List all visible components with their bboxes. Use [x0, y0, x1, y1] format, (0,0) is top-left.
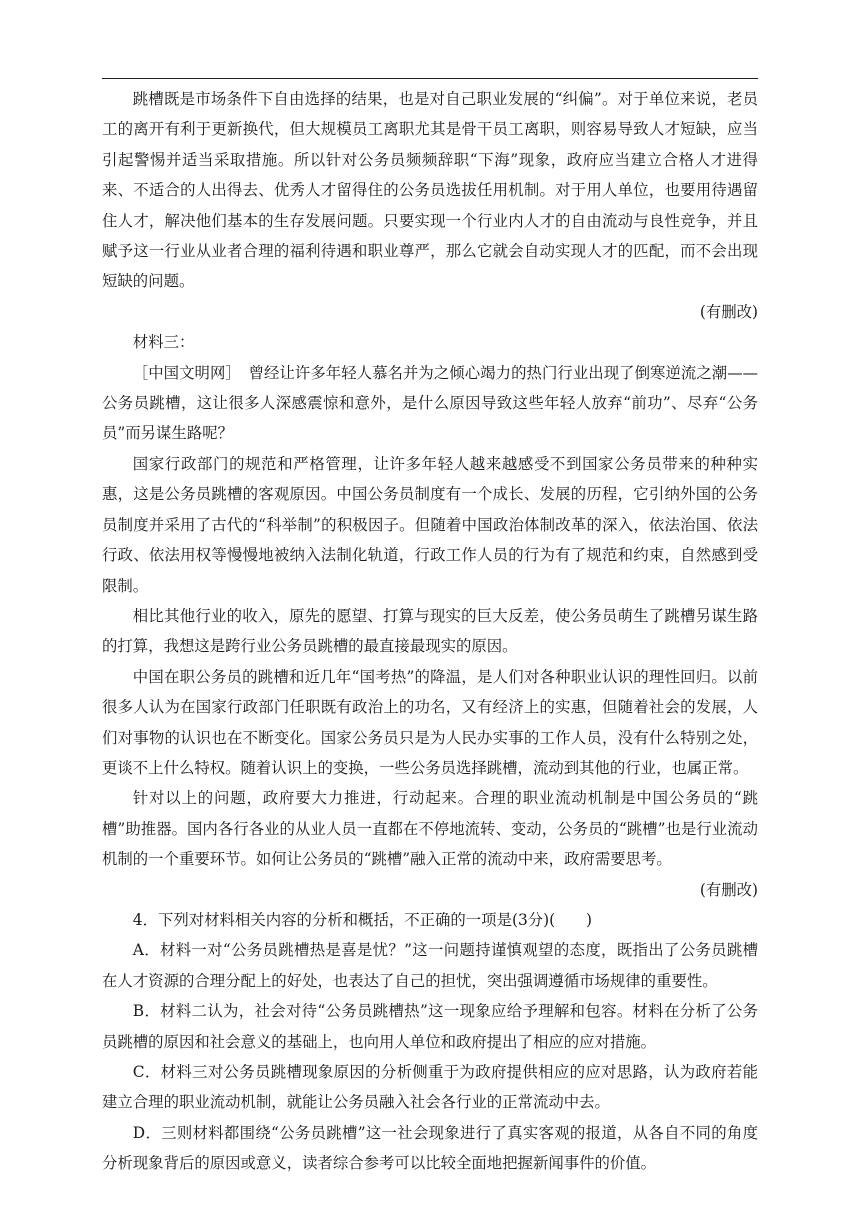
option-a: A．材料一对“公务员跳槽热是喜是忧？”这一问题持谨慎观望的态度，既指出了公务员跳槽在人才资源的合理分配上的好处，也表达了自己的担忧，突出强调遵循市场规律的重要性。	[102, 941, 758, 990]
header-rule	[102, 78, 758, 79]
paragraph-material3-reason3: 中国在职公务员的跳槽和近几年“国考热”的降温，是人们对各种职业认识的理性回归。以前很多人认为在国家行政部门任职既有政治上的功名，又有经济上的实惠，但随着社会的发展，人们对事物的认识也在不断变化。国家公务员只是为人民办实事的工作人员，没有什么特别之处，更谈不上什么特权。随着认识上的变换，一些公务员选择跳槽，流动到其他的行业，也属正常。	[102, 667, 758, 777]
paragraph-material3-reason2: 相比其他行业的收入，原先的愿望、打算与现实的巨大反差，使公务员萌生了跳槽另谋生路的打算，我想这是跨行业公务员跳槽的最直接最现实的原因。	[102, 606, 758, 656]
edit-note: (有删改)	[699, 302, 758, 321]
material-three-heading: 材料三：	[132, 333, 195, 352]
option-c: C．材料三对公务员跳槽现象原因的分析侧重于为政府提供相应的应对思路，认为政府若能建立合理的职业流动机制，就能让公务员融入社会各行业的正常流动中去。	[102, 1063, 758, 1112]
paragraph-material2-end: 跳槽既是市场条件下自由选择的结果，也是对自己职业发展的“纠偏”。对于单位来说，老员工的离开有利于更新换代，但大规模员工离职尤其是骨干员工离职，则容易导致人才短缺，应当引起警惕并适当采取措施。所以针对公务员频频辞职“下海”现象，政府应当建立合格人才进得来、不适合的人出得去、优秀人才留得住的公务员选拔任用机制。对于用人单位，也要用待遇留住人才，解决他们基本的生存发展问题。只要实现一个行业内人才的自由流动与良性竞争，并且赋予这一行业从业者合理的福利待遇和职业尊严，那么它就会自动实现人才的匹配，而不会出现短缺的问题。	[102, 90, 758, 291]
paragraph-material3-intro: ［中国文明网］ 曾经让许多年轻人慕名并为之倾心竭力的热门行业出现了倒寒逆流之潮——公务员跳槽，这让很多人深感震惊和意外，是什么原因导致这些年轻人放弃“前功”、尽弃“公务员”而另谋生路呢？	[102, 363, 758, 443]
document-body	[102, 84, 758, 1179]
question-stem: 4．下列对材料相关内容的分析和概括，不正确的一项是(3分)( )	[132, 910, 592, 929]
paragraph-material3-reason1: 国家行政部门的规范和严格管理，让许多年轻人越来越感受不到国家公务员带来的种种实惠，这是公务员跳槽的客观原因。中国公务员制度有一个成长、发展的历程，它引纳外国的公务员制度并采用了古代的“科举制”的积极因子。但随着中国政治体制改革的深入，依法治国、依法行政、依法用权等慢慢地被纳入法制化轨道，行政工作人员的行为有了规范和约束，自然感到受限制。	[102, 454, 758, 595]
paragraph-material3-conclusion: 针对以上的问题，政府要大力推进，行动起来。合理的职业流动机制是中国公务员的“跳槽”助推器。国内各行各业的从业人员一直都在不停地流转、变动，公务员的“跳槽”也是行业流动机制的一个重要环节。如何让公务员的“跳槽”融入正常的流动中来，政府需要思考。	[102, 789, 758, 869]
option-b: B．材料二认为，社会对待“公务员跳槽热”这一现象应给予理解和包容。材料在分析了公务员跳槽的原因和社会意义的基础上，也向用人单位和政府提出了相应的应对措施。	[102, 1002, 759, 1051]
edit-note: (有删改)	[699, 880, 758, 899]
option-d: D．三则材料都围绕“公务员跳槽”这一社会现象进行了真实客观的报道，从各自不同的角度分析现象背后的原因或意义，读者综合参考可以比较全面地把握新闻事件的价值。	[102, 1123, 758, 1173]
